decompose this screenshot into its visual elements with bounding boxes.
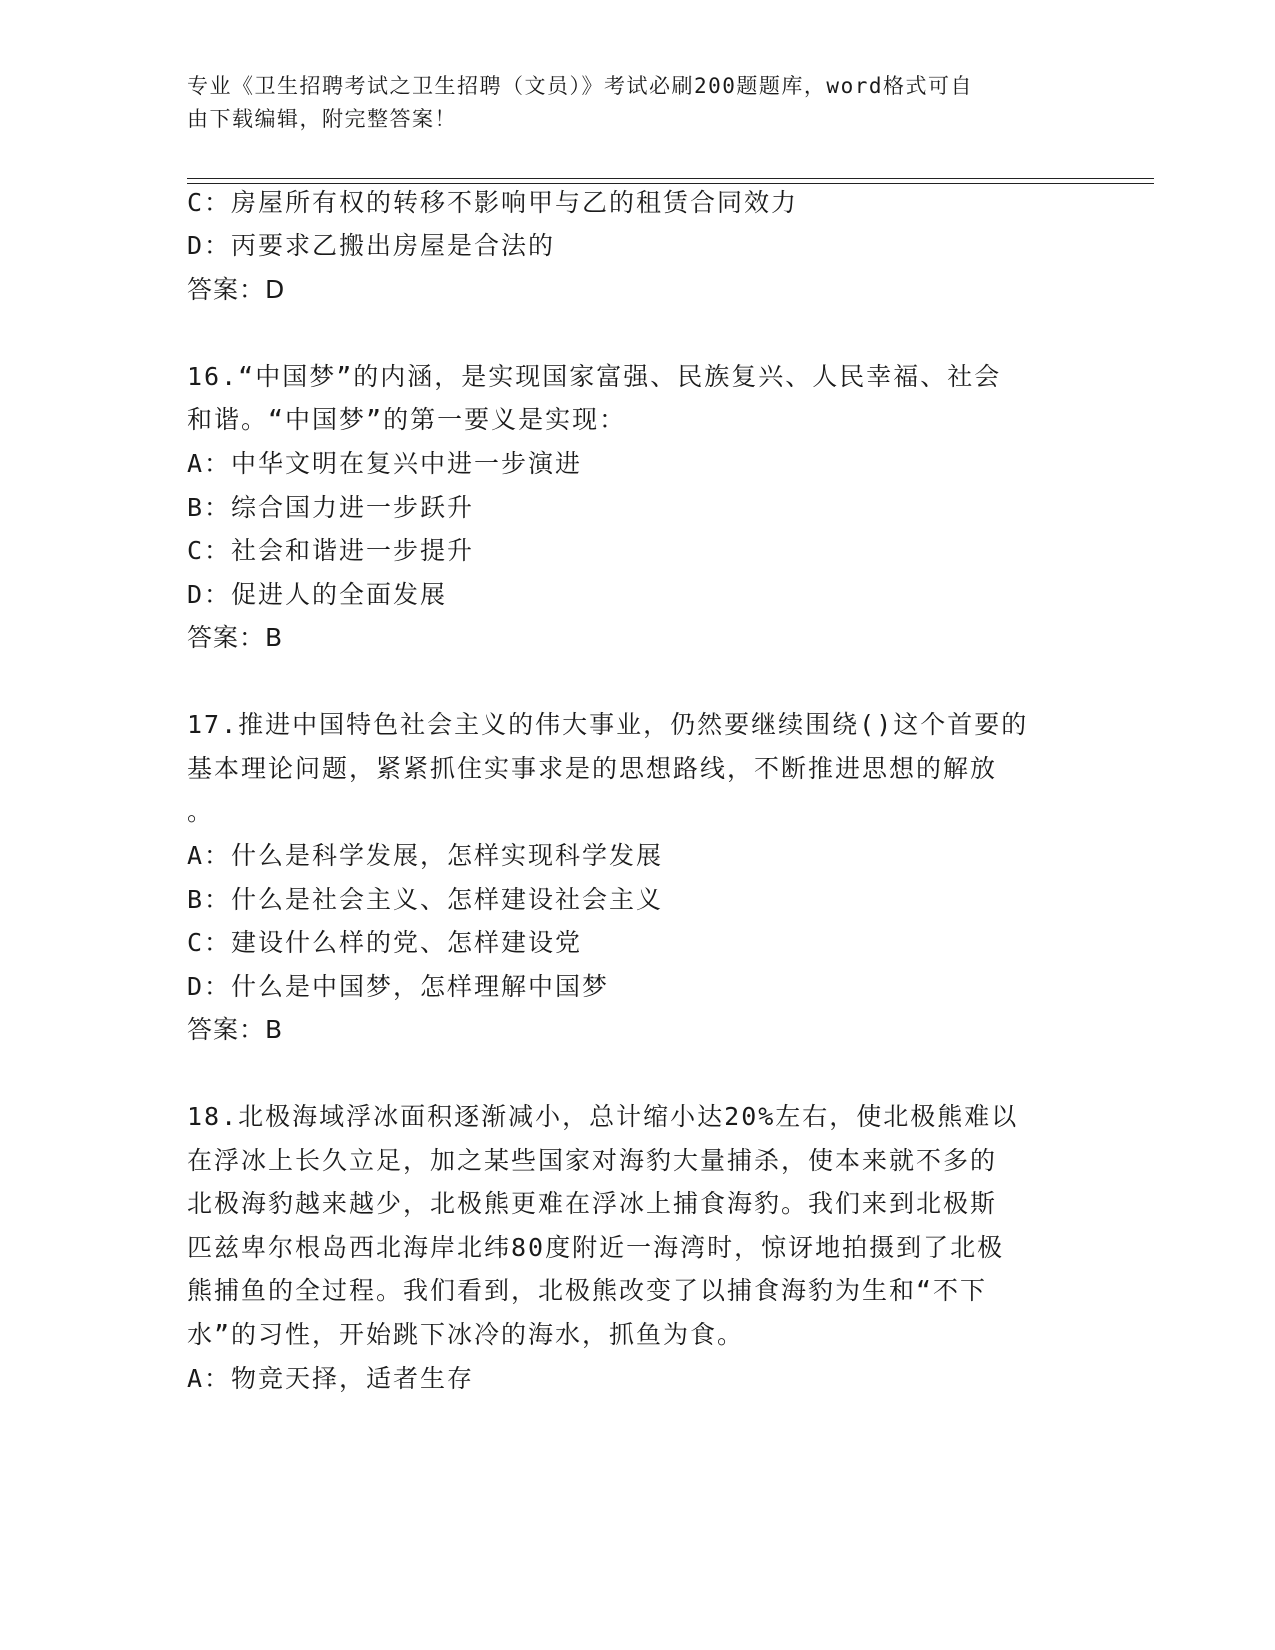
question-16-option-a: A：中华文明在复兴中进一步演进 bbox=[187, 449, 583, 478]
question-18-text-line: 熊捕鱼的全过程。我们看到，北极熊改变了以捕食海豹为生和“不下 bbox=[187, 1276, 988, 1305]
answer-line: 答案：D bbox=[187, 275, 286, 304]
question-16-text-line: 16.“中国梦”的内涵，是实现国家富强、民族复兴、人民幸福、社会 bbox=[187, 362, 1002, 391]
question-17-text-line: 基本理论问题，紧紧抓住实事求是的思想路线，不断推进思想的解放 bbox=[187, 754, 998, 783]
question-16-answer: 答案：B bbox=[187, 623, 284, 652]
question-16-option-c: C：社会和谐进一步提升 bbox=[187, 536, 475, 565]
question-17-option-b: B：什么是社会主义、怎样建设社会主义 bbox=[187, 885, 664, 914]
option-c: C：房屋所有权的转移不影响甲与乙的租赁合同效力 bbox=[187, 188, 799, 217]
question-18-text-line: 在浮冰上长久立足，加之某些国家对海豹大量捕杀，使本来就不多的 bbox=[187, 1146, 998, 1175]
question-18-text-line: 匹兹卑尔根岛西北海岸北纬80度附近一海湾时，惊讶地拍摄到了北极 bbox=[187, 1233, 1005, 1262]
option-d: D：丙要求乙搬出房屋是合法的 bbox=[187, 231, 556, 260]
document-header bbox=[187, 70, 1067, 136]
question-17-option-c: C：建设什么样的党、怎样建设党 bbox=[187, 928, 583, 957]
header-divider-top bbox=[187, 178, 1154, 179]
question-18-option-a: A：物竞天择，适者生存 bbox=[187, 1364, 475, 1393]
header-divider-bottom bbox=[187, 183, 1154, 184]
header-line-2: 由下载编辑，附完整答案！ bbox=[187, 107, 457, 131]
question-18-text-line: 北极海豹越来越少，北极熊更难在浮冰上捕食海豹。我们来到北极斯 bbox=[187, 1189, 998, 1218]
question-18-text-line: 水”的习性，开始跳下冰冷的海水，抓鱼为食。 bbox=[187, 1320, 745, 1349]
question-16-text-line: 和谐。“中国梦”的第一要义是实现： bbox=[187, 405, 627, 434]
question-16-option-d: D：促进人的全面发展 bbox=[187, 580, 448, 609]
question-18-text-line: 18.北极海域浮冰面积逐渐减小，总计缩小达20%左右，使北极熊难以 bbox=[187, 1102, 1019, 1131]
question-17-option-d: D：什么是中国梦，怎样理解中国梦 bbox=[187, 972, 610, 1001]
question-17-text-line: 17.推进中国特色社会主义的伟大事业，仍然要继续围绕()这个首要的 bbox=[187, 710, 1029, 739]
question-17-text-line: 。 bbox=[187, 797, 215, 826]
question-17-answer: 答案：B bbox=[187, 1015, 284, 1044]
question-17-option-a: A：什么是科学发展，怎样实现科学发展 bbox=[187, 841, 664, 870]
header-line-1: 专业《卫生招聘考试之卫生招聘（文员）》考试必刷200题题库，word格式可自 bbox=[187, 74, 973, 98]
question-16-option-b: B：综合国力进一步跃升 bbox=[187, 493, 475, 522]
